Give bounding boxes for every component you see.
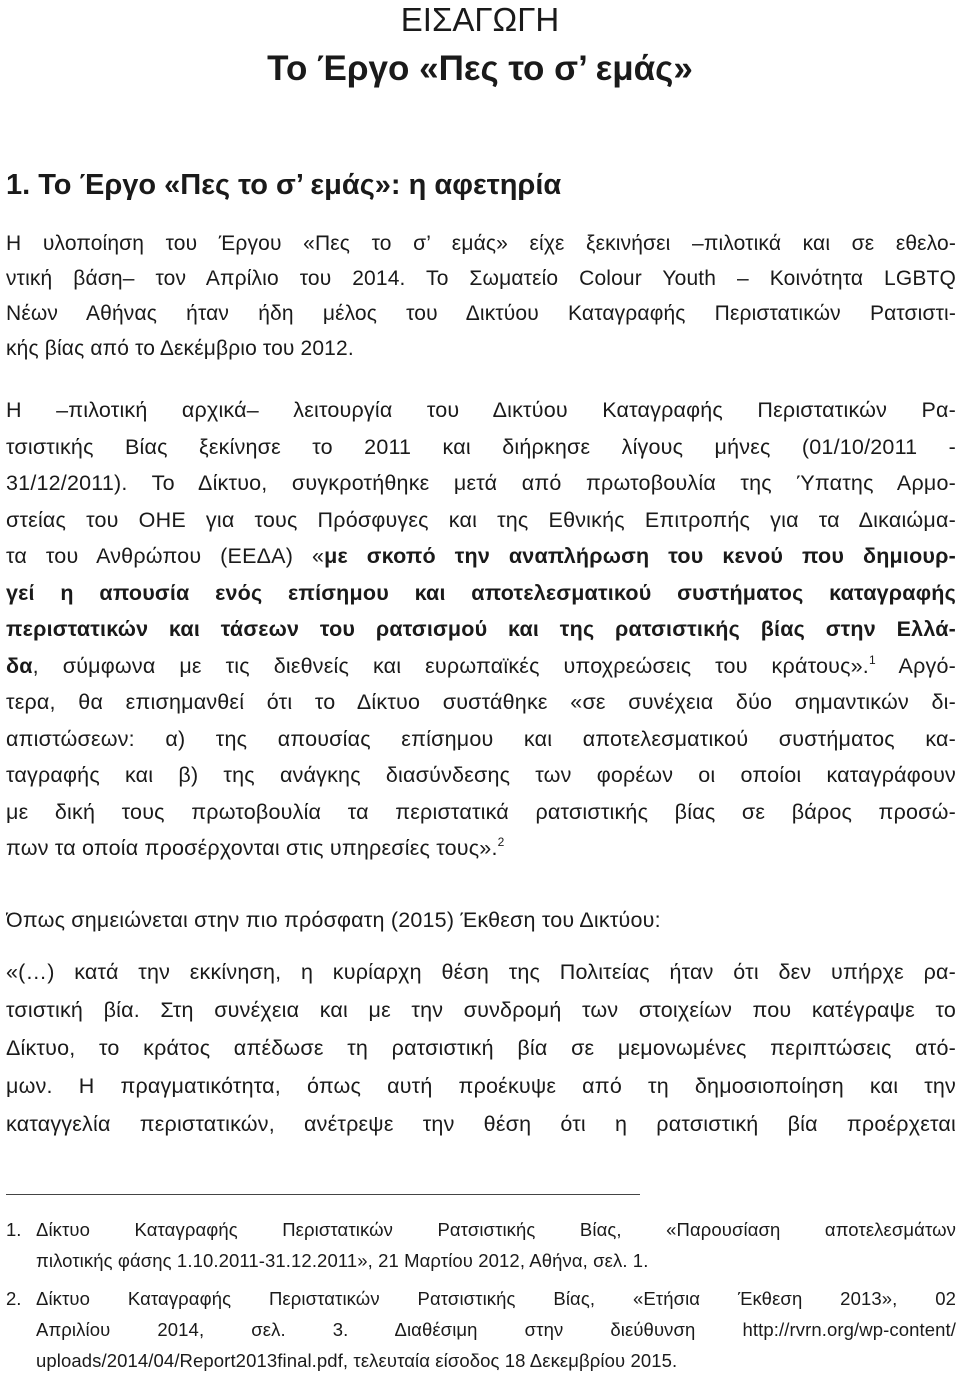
- quote-line: καταγγελία περιστατικών, ανέτρεψε την θέση ότι η ρατσιστική βία προέρχεται: [6, 1112, 956, 1136]
- text-run: πων τα οποία προσέρχονται στις υπηρεσίες τους».: [6, 836, 498, 860]
- emphasis-text: με σκοπό την αναπλήρωση του κενού που δημιουρ-: [324, 544, 956, 568]
- footnote-ref: 2: [497, 835, 505, 849]
- footnote-divider: [6, 1194, 640, 1195]
- paragraph-report-intro: [6, 902, 956, 939]
- footnote-line: Δίκτυο Καταγραφής Περιστατικών Ρατσιστικής Βίας, «Παρουσίαση αποτελεσμάτων: [36, 1219, 956, 1240]
- paragraph-line: ταγραφής και β) της ανάγκης διασύνδεσης των φορέων οι οποίοι καταγράφουν: [6, 763, 956, 787]
- footnote-1: [6, 1214, 956, 1276]
- paragraph-line: τερα, θα επισημανθεί ότι το Δίκτυο συστάθηκε «σε συνέχεια δύο σημαντικών δι-: [6, 690, 956, 714]
- footnote-number: 1.: [6, 1219, 22, 1240]
- footnote-2: [6, 1283, 956, 1376]
- emphasis-text: περιστατικών και τάσεων του ρατσισμού και της ρατσιστικής βίας στην Ελλά-: [6, 617, 956, 641]
- paragraph-line: Νέων Αθήνας ήταν ήδη μέλος του Δικτύου Καταγραφής Περιστατικών Ρατσιστι-: [6, 302, 956, 325]
- block-quote: [6, 953, 956, 1143]
- paragraph-line: με δική τους πρωτοβουλία τα περιστατικά ρατσιστικής βίας σε βάρος προσώ-: [6, 799, 956, 824]
- quote-line: Δίκτυο, το κράτος απέδωσε τη ρατσιστική βία σε μεμονωμένες περιπτώσεις ατό-: [6, 1036, 956, 1060]
- paragraph-line: Όπως σημειώνεται στην πιο πρόσφατη (2015) Έκθεση του Δικτύου:: [6, 908, 661, 932]
- paragraph-line: Η –πιλοτική αρχικά– λειτουργία του Δικτύου Καταγραφής Περιστατικών Ρα-: [6, 398, 956, 422]
- paragraph-line: [6, 538, 956, 575]
- page-subtitle: Το Έργο «Πες το σ’ εμάς»: [267, 49, 693, 88]
- section-heading: 1. Το Έργο «Πες το σ’ εμάς»: η αφετηρία: [6, 169, 562, 201]
- paragraph-line: [6, 648, 956, 685]
- paragraph-line: ντική βάση– τον Απρίλιο του 2014. Το Σωματείο Colour Youth – Κοινότητα LGBTQ: [6, 267, 956, 290]
- paragraph-line: στείας του ΟΗΕ για τους Πρόσφυγες και της Εθνικής Επιτροπής για τα Δικαιώμα-: [6, 507, 956, 532]
- page-title: ΕΙΣΑΓΩΓΗ: [400, 1, 560, 38]
- paragraph-intro: [6, 226, 956, 366]
- paragraph-line: τσιστικής Βίας ξεκίνησε το 2011 και διήρκησε λίγους μήνες (01/10/2011 -: [6, 434, 956, 459]
- paragraph-network: [6, 392, 956, 867]
- footnote-ref: 1: [868, 652, 876, 667]
- footnote-line: uploads/2014/04/Report2013final.pdf, τελευταία είσοδος 18 Δεκεμβρίου 2015.: [36, 1350, 678, 1371]
- paragraph-line: 31/12/2011). Το Δίκτυο, συγκροτήθηκε μετά από πρωτοβουλία της Ύπατης Αρμο-: [6, 471, 956, 495]
- paragraph-line: απιστώσεων: α) της απουσίας επίσημου και αποτελεσματικού συστήματος κα-: [6, 726, 956, 751]
- paragraph-line: Η υλοποίηση του Έργου «Πες το σ’ εμάς» είχε ξεκινήσει –πιλοτικά και σε εθελο-: [6, 232, 956, 255]
- paragraph-line: [6, 575, 956, 612]
- emphasis-text: γεί η απουσία ενός επίσημου και αποτελεσματικού συστήματος καταγραφής: [6, 580, 956, 605]
- text-run: , σύμφωνα με τις διεθνείς και ευρωπαϊκές υποχρεώσεις του κράτους».: [32, 653, 869, 678]
- footnote-line: Απριλίου 2014, σελ. 3. Διαθέσιμη στην διεύθυνση http://rvrn.org/wp-content/: [36, 1319, 956, 1340]
- text-run: Αργό-: [875, 653, 956, 678]
- footnote-line: πιλοτικής φάσης 1.10.2011-31.12.2011», 21 Μαρτίου 2012, Αθήνα, σελ. 1.: [36, 1250, 649, 1271]
- footnote-number: 2.: [6, 1288, 22, 1309]
- text-run: τα του Ανθρώπου (ΕΕΔΑ) «: [6, 544, 325, 568]
- footnote-line: Δίκτυο Καταγραφής Περιστατικών Ρατσιστικής Βίας, «Ετήσια Έκθεση 2013», 02: [36, 1288, 956, 1309]
- quote-line: τσιστική βία. Στη συνέχεια και με την συνδρομή των στοιχείων που κατέγραψε το: [6, 998, 956, 1022]
- quote-line: μων. Η πραγματικότητα, όπως αυτή προέκυψε από τη δημοσιοποίηση και την: [6, 1074, 956, 1098]
- paragraph-line: [6, 830, 956, 867]
- quote-line: «(…) κατά την εκκίνηση, η κυρίαρχη θέση της Πολιτείας ήταν ότι δεν υπήρχε ρα-: [6, 960, 956, 984]
- emphasis-text: δα: [6, 653, 33, 678]
- paragraph-line: [6, 611, 956, 648]
- paragraph-line: κής βίας από το Δεκέμβριο του 2012.: [6, 337, 354, 360]
